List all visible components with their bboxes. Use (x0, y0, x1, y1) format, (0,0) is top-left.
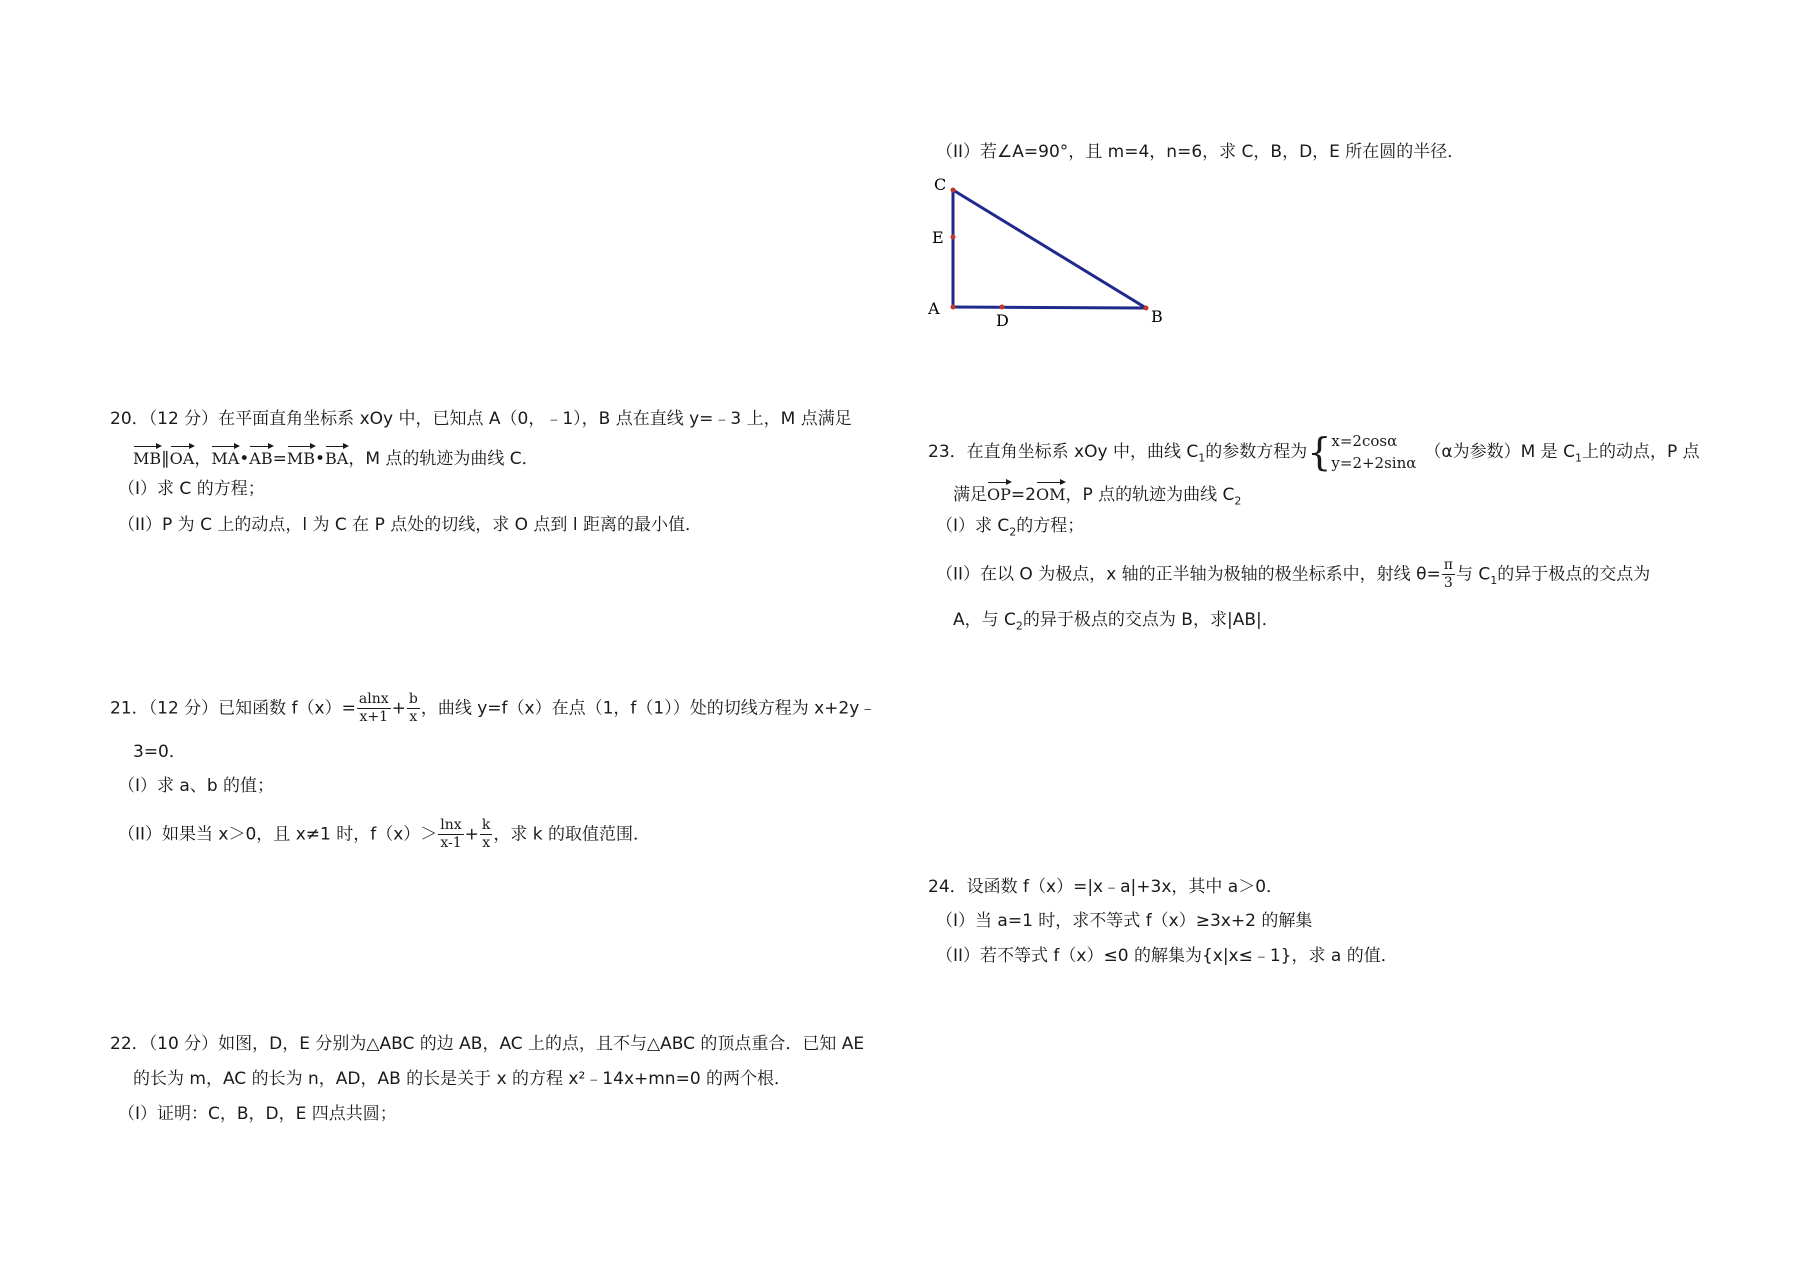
frac-num: π (1443, 557, 1453, 573)
frac-num: lnx (440, 817, 462, 833)
system-eq-1: x=2cosα (1331, 432, 1398, 450)
q22-part1: （I）证明：C，B，D，E 四点共圆； (118, 1104, 397, 1124)
q20-part2: （II）P 为 C 上的动点，l 为 C 在 P 点处的切线，求 O 点到 l 距离的最小值． (118, 515, 702, 535)
vector-op: OP (987, 479, 1011, 507)
q21-tail: ，曲线 y=f（x）在点（1，f（1））处的切线方程为 x+2y﹣ (420, 698, 877, 719)
fraction-pi-over-3 (1442, 557, 1455, 592)
q23-line1 (928, 428, 1700, 482)
q22-part2: （II）若∠A=90°，且 m=4，n=6，求 C，B，D，E 所在圆的半径． (936, 142, 1465, 162)
q23-line4b: 的异于极点的交点为 B，求|AB|． (1022, 610, 1279, 630)
vector-mb-2: MB (287, 443, 315, 471)
vector-mb: MB (133, 443, 161, 471)
q24-line1: 24．设函数 f（x）=|x﹣a|+3x，其中 a＞0． (928, 877, 1284, 897)
label-b: B (1151, 307, 1163, 326)
q21-part2-lead: （II）如果当 x＞0，且 x≠1 时，f（x）＞ (118, 824, 438, 845)
q21-line1 (110, 691, 876, 726)
dot-symbol-2: • (314, 449, 326, 469)
triangle-figure (920, 170, 1180, 340)
equals-symbol: = (272, 449, 287, 469)
q22-line2: 的长为 m，AC 的长为 n，AD，AB 的长是关于 x 的方程 x²﹣14x+mn=0 的两个根． (133, 1069, 792, 1089)
q23-lead: 23．在直角坐标系 xOy 中，曲线 C (928, 442, 1199, 462)
side-ab (953, 307, 1146, 308)
side-cb (953, 190, 1146, 308)
parallel-symbol: ∥ (161, 449, 170, 469)
q23-part2c: 的异于极点的交点为 (1497, 564, 1651, 585)
label-a: A (928, 299, 940, 318)
subscript: 1 (1490, 573, 1498, 587)
frac-den: x (482, 835, 491, 851)
q23-line4a: A，与 C (953, 610, 1016, 630)
q21-part1: （I）求 a、b 的值； (118, 776, 275, 796)
vector-ab: AB (249, 443, 272, 471)
q20-part1: （I）求 C 的方程； (118, 479, 265, 499)
q20-line2 (133, 443, 539, 471)
subscript: 1 (1574, 451, 1582, 465)
q23-line2a: 满足 (953, 485, 987, 505)
q21-part2-tail: ，求 k 的取值范围． (493, 824, 651, 845)
vector-oa: OA (170, 443, 195, 471)
frac-den: x-1 (440, 835, 462, 851)
frac-num: alnx (358, 691, 389, 707)
q23-part2a: （II）在以 O 为极点，x 轴的正半轴为极轴的极坐标系中，射线 θ= (936, 564, 1441, 585)
q21-lead: 21．（12 分）已知函数 f（x）= (110, 698, 356, 719)
point-b (1144, 306, 1149, 311)
frac-den: 3 (1443, 575, 1453, 591)
point-a (951, 305, 956, 310)
system-eq-2: y=2+2sinα (1331, 454, 1417, 472)
plus-symbol: + (391, 698, 406, 719)
q21-part2 (118, 817, 650, 852)
q24-part2: （II）若不等式 f（x）≤0 的解集为{x|x≤﹣1}，求 a 的值． (936, 946, 1398, 966)
subscript: 1 (1198, 451, 1206, 465)
point-e (951, 235, 956, 240)
q23-tail1: （α为参数）M 是 C (1424, 442, 1575, 462)
q23-line2 (953, 479, 1241, 513)
plus-symbol: + (464, 824, 479, 845)
q22-line1: 22．（10 分）如图，D，E 分别为△ABC 的边 AB，AC 上的点，且不与△ABC 的顶点重合．已知 AE (110, 1034, 865, 1054)
fraction-b-over-x (407, 691, 420, 726)
fraction-alnx-over-x-plus-1 (357, 691, 391, 726)
parametric-system (1331, 430, 1416, 474)
q23-line2c: ，P 点的轨迹为曲线 C (1065, 485, 1235, 505)
q23-part2b: 与 C (1455, 564, 1491, 585)
frac-num: b (408, 691, 418, 707)
frac-den: x (409, 709, 418, 725)
subscript: 2 (1009, 525, 1017, 539)
subscript: 2 (1015, 619, 1023, 633)
q23-line4 (953, 608, 1279, 638)
label-c: C (934, 175, 947, 194)
label-e: E (932, 228, 944, 247)
fraction-lnx-over-x-minus-1 (438, 817, 463, 852)
subscript: 2 (1234, 494, 1242, 508)
point-c (951, 188, 956, 193)
dot-symbol: • (239, 449, 250, 469)
frac-den: x+1 (359, 709, 389, 725)
q23-part1a: （I）求 C (936, 516, 1010, 536)
label-d: D (996, 311, 1009, 330)
q23-tail1b: 上的动点，P 点 (1581, 442, 1700, 462)
q23-part1b: 的方程； (1016, 516, 1085, 536)
frac-num: k (481, 817, 491, 833)
q23-part2 (936, 557, 1650, 593)
left-brace: { (1307, 430, 1332, 474)
point-d (1000, 305, 1005, 310)
q23-part1 (936, 514, 1084, 544)
q23-line2b: =2 (1010, 485, 1036, 505)
comma: ， (194, 449, 212, 469)
vector-om: OM (1036, 479, 1066, 507)
vector-ba: BA (325, 443, 348, 471)
fraction-k-over-x (480, 817, 492, 852)
q21-line2: 3=0． (133, 742, 186, 762)
q20-line1: 20．（12 分）在平面直角坐标系 xOy 中，已知点 A（0，﹣1），B 点在直线 y=﹣3 上，M 点满足 (110, 409, 852, 429)
q20-line2-tail: ，M 点的轨迹为曲线 C． (348, 449, 539, 469)
q24-part1: （I）当 a=1 时，求不等式 f（x）≥3x+2 的解集 (936, 911, 1313, 931)
q23-lead2: 的参数方程为 (1205, 442, 1308, 462)
vector-ma: MA (211, 443, 239, 471)
